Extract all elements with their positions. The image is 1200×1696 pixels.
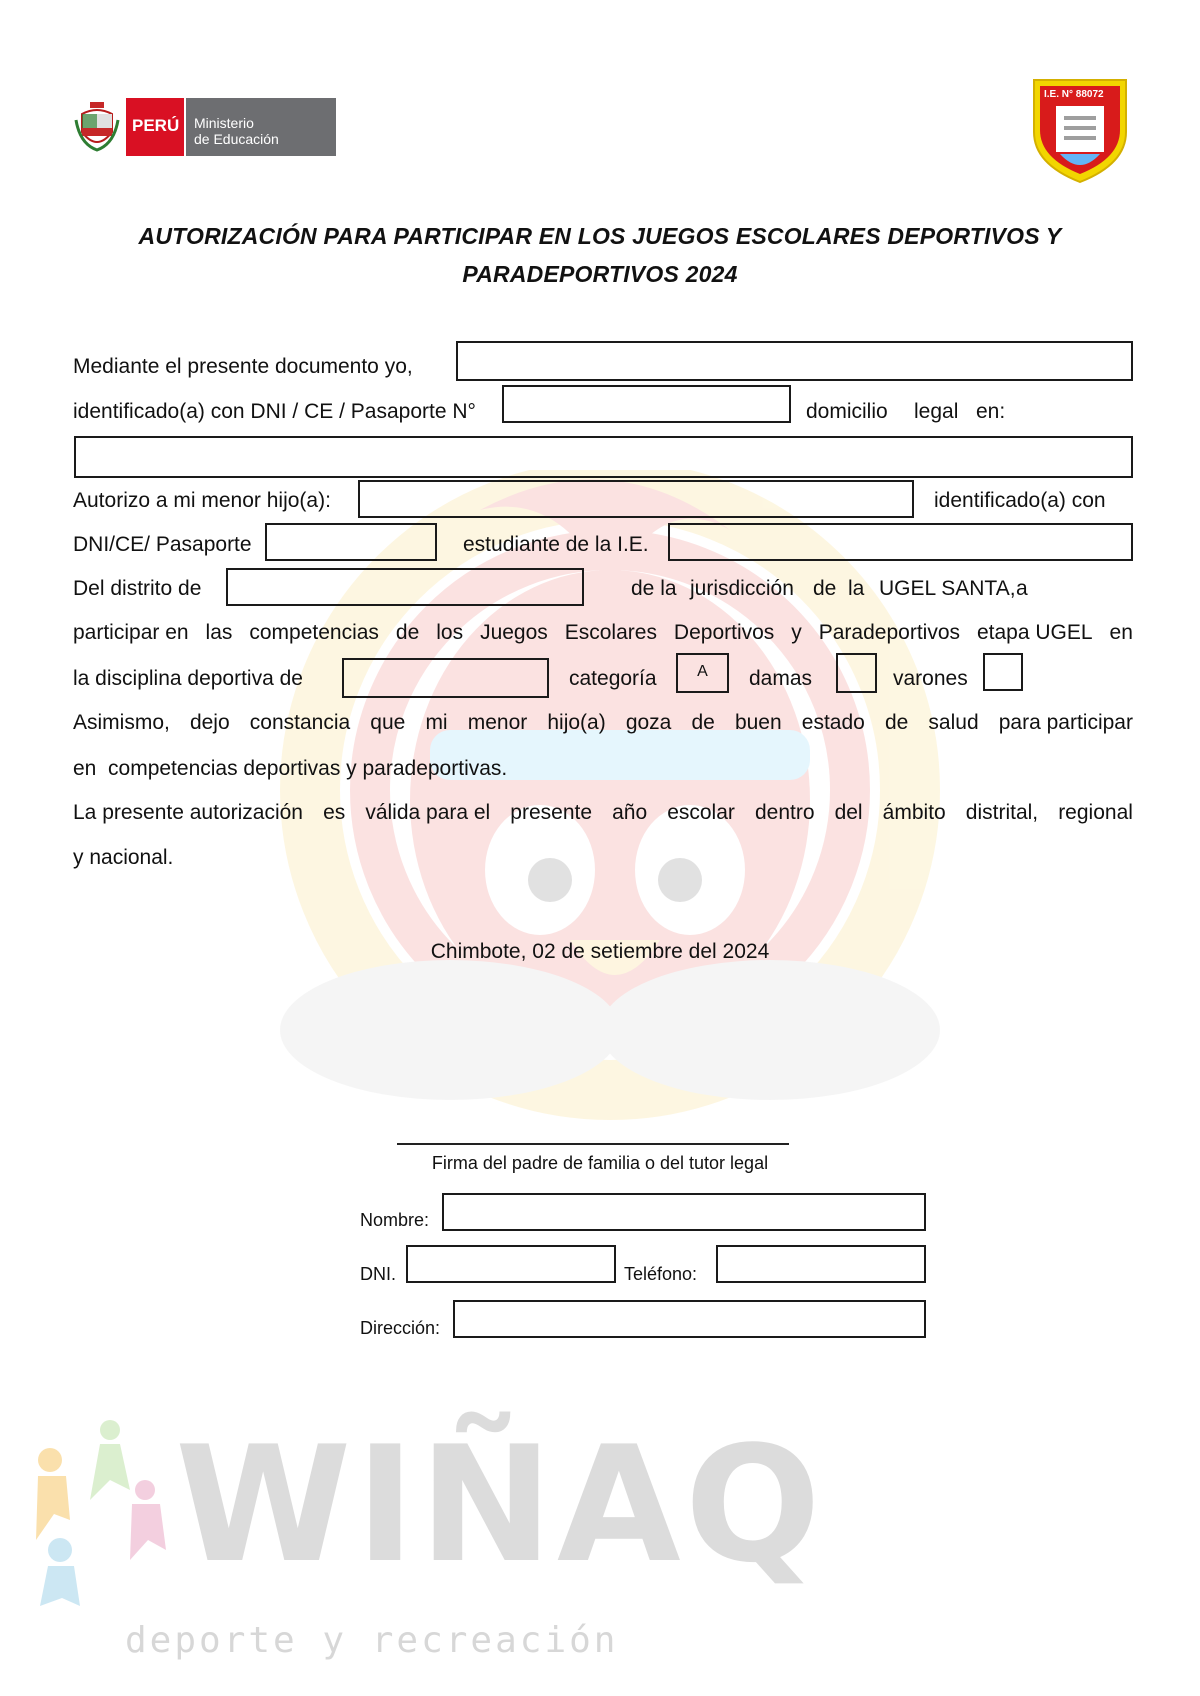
l1-prefix: Mediante el presente documento yo, xyxy=(73,355,413,378)
l10-w7: dentro xyxy=(754,801,815,824)
l6-w3: competencias xyxy=(249,621,379,644)
l8-w7: hijo(a) xyxy=(547,711,606,734)
l10-w3: válida para el xyxy=(365,801,491,824)
athletes-icon xyxy=(10,1410,180,1610)
l6-w1: participar en xyxy=(73,621,189,644)
l5-word-6: a xyxy=(1016,577,1028,600)
l7-varones: varones xyxy=(893,667,968,690)
document-title-line1: AUTORIZACIÓN PARA PARTICIPAR EN LOS JUEGOS ESCOLARES DEPORTIVOS Y xyxy=(138,223,1062,249)
l10-line xyxy=(73,800,1133,826)
l6-w7: Escolares xyxy=(564,621,657,644)
peru-flag-block xyxy=(126,98,184,156)
telefono-field[interactable] xyxy=(716,1245,926,1283)
l5-word-4: la xyxy=(848,577,865,600)
school-crest-text: I.E. N° 88072 xyxy=(1044,89,1104,100)
discipline-field[interactable] xyxy=(342,658,549,698)
l4-mid: estudiante de la I.E. xyxy=(463,533,649,556)
l8-w9: de xyxy=(691,711,715,734)
minedu-logo xyxy=(74,96,336,160)
l10-w5: año xyxy=(612,801,648,824)
child-name-field[interactable] xyxy=(358,480,914,518)
l8-w12: de xyxy=(884,711,909,734)
l4-prefix: DNI/CE/ Pasaporte xyxy=(73,533,252,556)
l6-w9: y xyxy=(791,621,802,644)
direccion-label: Dirección: xyxy=(360,1318,441,1338)
l7-prefix: la disciplina deportiva de xyxy=(73,667,303,690)
l5-prefix: Del distrito de xyxy=(73,577,202,600)
school-crest xyxy=(1030,72,1130,184)
l10-w11: regional xyxy=(1058,801,1133,824)
l8-w14: para participar xyxy=(998,711,1133,734)
ministry-line2: de Educación xyxy=(194,131,279,147)
l3-prefix: Autorizo a mi menor hijo(a): xyxy=(73,489,331,512)
l2-word-1: domicilio xyxy=(806,400,888,423)
l2-prefix: identificado(a) con DNI / CE / Pasaporte N° xyxy=(73,400,476,423)
document-title-line2: PARADEPORTIVOS 2024 xyxy=(462,261,738,287)
signature-caption: Firma del padre de familia o del tutor legal xyxy=(431,1153,769,1173)
varones-checkbox[interactable] xyxy=(983,653,1023,691)
l8-w8: goza xyxy=(625,711,672,734)
category-field[interactable] xyxy=(676,653,729,693)
dni-field[interactable] xyxy=(406,1245,616,1283)
l8-line xyxy=(73,710,1133,736)
l6-w8: Deportivos xyxy=(673,621,775,644)
l8-w6: menor xyxy=(467,711,528,734)
l6-w4: de xyxy=(395,621,420,644)
parent-document-number-field[interactable] xyxy=(502,385,791,423)
l8-w11: estado xyxy=(801,711,865,734)
l6-w6: Juegos xyxy=(480,621,548,644)
winaq-brand: WIÑAQ xyxy=(175,1411,825,1598)
l2-word-3: en: xyxy=(976,400,1006,423)
nombre-label: Nombre: xyxy=(360,1210,430,1230)
l10-w9: ámbito xyxy=(882,801,946,824)
date-line: Chimbote, 02 de setiembre del 2024 xyxy=(430,940,770,963)
l10-w4: presente xyxy=(510,801,593,824)
l5-word-3: de xyxy=(813,577,837,600)
l11-line: y nacional. xyxy=(73,846,174,869)
l7-categoria: categoría xyxy=(569,667,657,690)
l10-w6: escolar xyxy=(667,801,735,824)
l7-damas: damas xyxy=(749,667,813,690)
l5-word-1: de la xyxy=(631,577,677,600)
l10-w2: es xyxy=(323,801,346,824)
l8-w3: constancia xyxy=(249,711,351,734)
l3-suffix: identificado(a) con xyxy=(934,489,1106,512)
winaq-tagline: deporte y recreación xyxy=(125,1620,619,1661)
l6-w2: las xyxy=(205,621,233,644)
l10-w1: La presente autorización xyxy=(73,801,303,824)
category-value: A xyxy=(697,663,708,680)
l6-w10: Paradeportivos xyxy=(818,621,960,644)
domicile-field[interactable] xyxy=(74,436,1133,478)
ministry-block xyxy=(186,98,336,156)
l10-w10: distrital, xyxy=(965,801,1039,824)
l2-word-2: legal xyxy=(914,400,959,423)
peru-label: PERÚ xyxy=(132,116,180,135)
l5-word-5: UGEL SANTA, xyxy=(879,577,1016,600)
l6-line xyxy=(73,620,1133,646)
l8-w10: buen xyxy=(734,711,782,734)
dni-label: DNI. xyxy=(360,1264,396,1284)
l8-w4: que xyxy=(370,711,406,734)
telefono-label: Teléfono: xyxy=(624,1264,698,1284)
l6-w5: los xyxy=(436,621,464,644)
l6-w11: etapa UGEL xyxy=(976,621,1093,644)
school-field[interactable] xyxy=(668,523,1133,561)
ministry-line1: Ministerio xyxy=(194,115,254,131)
nombre-field[interactable] xyxy=(442,1193,926,1231)
l9-line: en competencias deportivas y paradeportivas. xyxy=(73,757,508,780)
parent-name-field[interactable] xyxy=(456,341,1133,381)
l8-w1: Asimismo, xyxy=(73,711,170,734)
coat-of-arms-icon xyxy=(74,100,120,154)
l6-w12: en xyxy=(1109,621,1133,644)
l8-w2: dejo xyxy=(189,711,230,734)
l8-w5: mi xyxy=(425,711,448,734)
l8-w13: salud xyxy=(928,711,979,734)
direccion-field[interactable] xyxy=(453,1300,926,1338)
district-field[interactable] xyxy=(226,568,584,606)
child-document-field[interactable] xyxy=(265,523,437,561)
l10-w8: del xyxy=(834,801,863,824)
signature-line xyxy=(397,1143,789,1145)
damas-checkbox[interactable] xyxy=(836,653,877,693)
l5-word-2: jurisdicción xyxy=(690,577,794,600)
